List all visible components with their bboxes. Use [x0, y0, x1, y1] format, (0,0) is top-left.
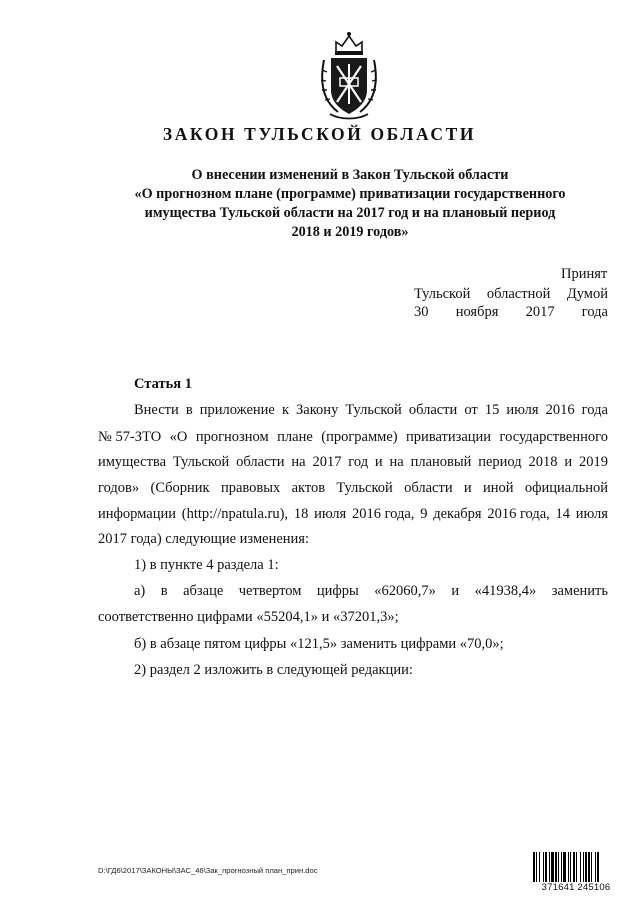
barcode-bar [585, 852, 587, 882]
item-1b: б) в абзаце пятом цифры «121,5» заменить цифрами «70,0»; [134, 636, 504, 652]
barcode-bar [573, 852, 575, 882]
word: «41938,4» [474, 583, 537, 599]
word: заменить [551, 583, 608, 599]
acceptance-line-3 [414, 304, 608, 321]
item-1a-line [134, 583, 608, 600]
barcode-bar [543, 852, 544, 882]
word: а) [134, 583, 146, 599]
item-2: 2) раздел 2 изложить в следующей редакции: [134, 662, 413, 678]
word: (http://npatula.ru), [181, 506, 289, 522]
word: 2016 года, [351, 506, 415, 522]
word: в [160, 583, 168, 599]
barcode-bar [583, 852, 584, 882]
acceptance-word: 2017 [525, 304, 555, 320]
para1-last-line: 2017 года) следующие изменения: [98, 531, 309, 547]
barcode-bar [580, 852, 581, 882]
law-subtitle [110, 166, 590, 242]
word: № 57-ЗТО [98, 429, 162, 445]
word: абзаце [183, 583, 224, 599]
word: июля [575, 506, 608, 522]
barcode-bar [551, 852, 554, 882]
barcode-number: 371641 245106 [541, 882, 611, 893]
barcode-bar [597, 852, 599, 882]
word: официальной [524, 480, 608, 496]
subtitle-line: имущества Тульской области на 2017 год и на плановый период [144, 205, 556, 221]
word: в [185, 402, 193, 418]
barcode-bar [568, 852, 569, 882]
para1-line [98, 506, 608, 523]
barcode-bar [536, 852, 537, 882]
word: четвертом [238, 583, 302, 599]
word: 2018 [528, 454, 558, 470]
footer-file-path: D:\ГД6\2017\ЗАКОНЫ\ЗАС_46\Зак_прогнозный план_прин.doc [98, 866, 318, 875]
word: 15 [484, 402, 500, 418]
item-1a-line-2: соответственно цифрами «55204,1» и «37201,3»; [98, 609, 399, 625]
word: годов» [98, 480, 140, 496]
word: 2016 года, [487, 506, 550, 522]
word: области [408, 402, 458, 418]
word: 14 [555, 506, 571, 522]
word: и [463, 480, 472, 496]
word: 9 [420, 506, 428, 522]
barcode-bar [555, 852, 557, 882]
word: приватизации [406, 429, 492, 445]
para1-line [98, 429, 608, 446]
word: плановый [410, 454, 472, 470]
acceptance-line-1: Принят [561, 266, 608, 282]
word: 2019 [578, 454, 608, 470]
acceptance-word: года [581, 304, 608, 320]
word: 18 [293, 506, 309, 522]
word: Тульской [345, 402, 402, 418]
word: года [581, 402, 608, 418]
word: области [404, 480, 453, 496]
word: декабря [433, 506, 482, 522]
word: Внести [134, 402, 179, 418]
word: прогнозном [195, 429, 269, 445]
word: (Сборник [150, 480, 210, 496]
word: «62060,7» [374, 583, 436, 599]
word: июля [314, 506, 347, 522]
word: цифры [316, 583, 359, 599]
barcode-bar [545, 852, 547, 882]
word: актов [291, 480, 326, 496]
acceptance-word: ноября [455, 304, 499, 320]
word: и [374, 454, 383, 470]
word: правовых [220, 480, 281, 496]
barcode-bar [588, 852, 590, 882]
barcode-bar [595, 852, 596, 882]
word: на [291, 454, 306, 470]
word: от [464, 402, 478, 418]
word: на [389, 454, 404, 470]
word: Тульской [336, 480, 393, 496]
word: и [451, 583, 460, 599]
word: к [281, 402, 289, 418]
barcode-bar [558, 852, 559, 882]
barcode-bar [563, 852, 566, 882]
acceptance-word: Тульской [414, 286, 471, 302]
para1-line [98, 480, 608, 497]
word: июля [506, 402, 539, 418]
subtitle-line: О внесении изменений в Закон Тульской области [191, 167, 509, 183]
subtitle-line: «О прогнозном плане (программе) приватизации государственного [134, 186, 566, 202]
acceptance-word: областной [486, 286, 551, 302]
word: (программе) [321, 429, 398, 445]
barcode-bar [539, 852, 540, 882]
article-heading: Статья 1 [134, 376, 192, 392]
word: приложение [199, 402, 275, 418]
word: 2017 [312, 454, 342, 470]
barcode-bar [561, 852, 562, 882]
word: 2016 [545, 402, 575, 418]
barcode-bar [533, 852, 535, 882]
word: государственного [499, 429, 608, 445]
tula-coat-of-arms-icon [318, 30, 380, 120]
word: период [478, 454, 522, 470]
law-title: ЗАКОН ТУЛЬСКОЙ ОБЛАСТИ [162, 124, 477, 144]
barcode-bar [570, 852, 571, 882]
word: Закону [296, 402, 339, 418]
subtitle-line: 2018 и 2019 годов» [291, 224, 409, 240]
item-1: 1) в пункте 4 раздела 1: [134, 557, 279, 573]
acceptance-word: Думой [566, 286, 608, 302]
barcode-bar [549, 852, 550, 882]
word: информации [98, 506, 176, 522]
para1-line [98, 454, 608, 471]
word: плане [277, 429, 313, 445]
acceptance-word: 30 [414, 304, 429, 320]
word: имущества [98, 454, 167, 470]
barcode-bar [576, 852, 577, 882]
barcode-image [533, 852, 619, 882]
acceptance-line-2 [414, 286, 608, 303]
word: год [348, 454, 369, 470]
word: области [236, 454, 285, 470]
word: и [564, 454, 573, 470]
word: иной [483, 480, 514, 496]
word: «О [169, 429, 188, 445]
barcode-bar [591, 852, 592, 882]
word: Тульской [172, 454, 230, 470]
para1-line [134, 402, 608, 419]
